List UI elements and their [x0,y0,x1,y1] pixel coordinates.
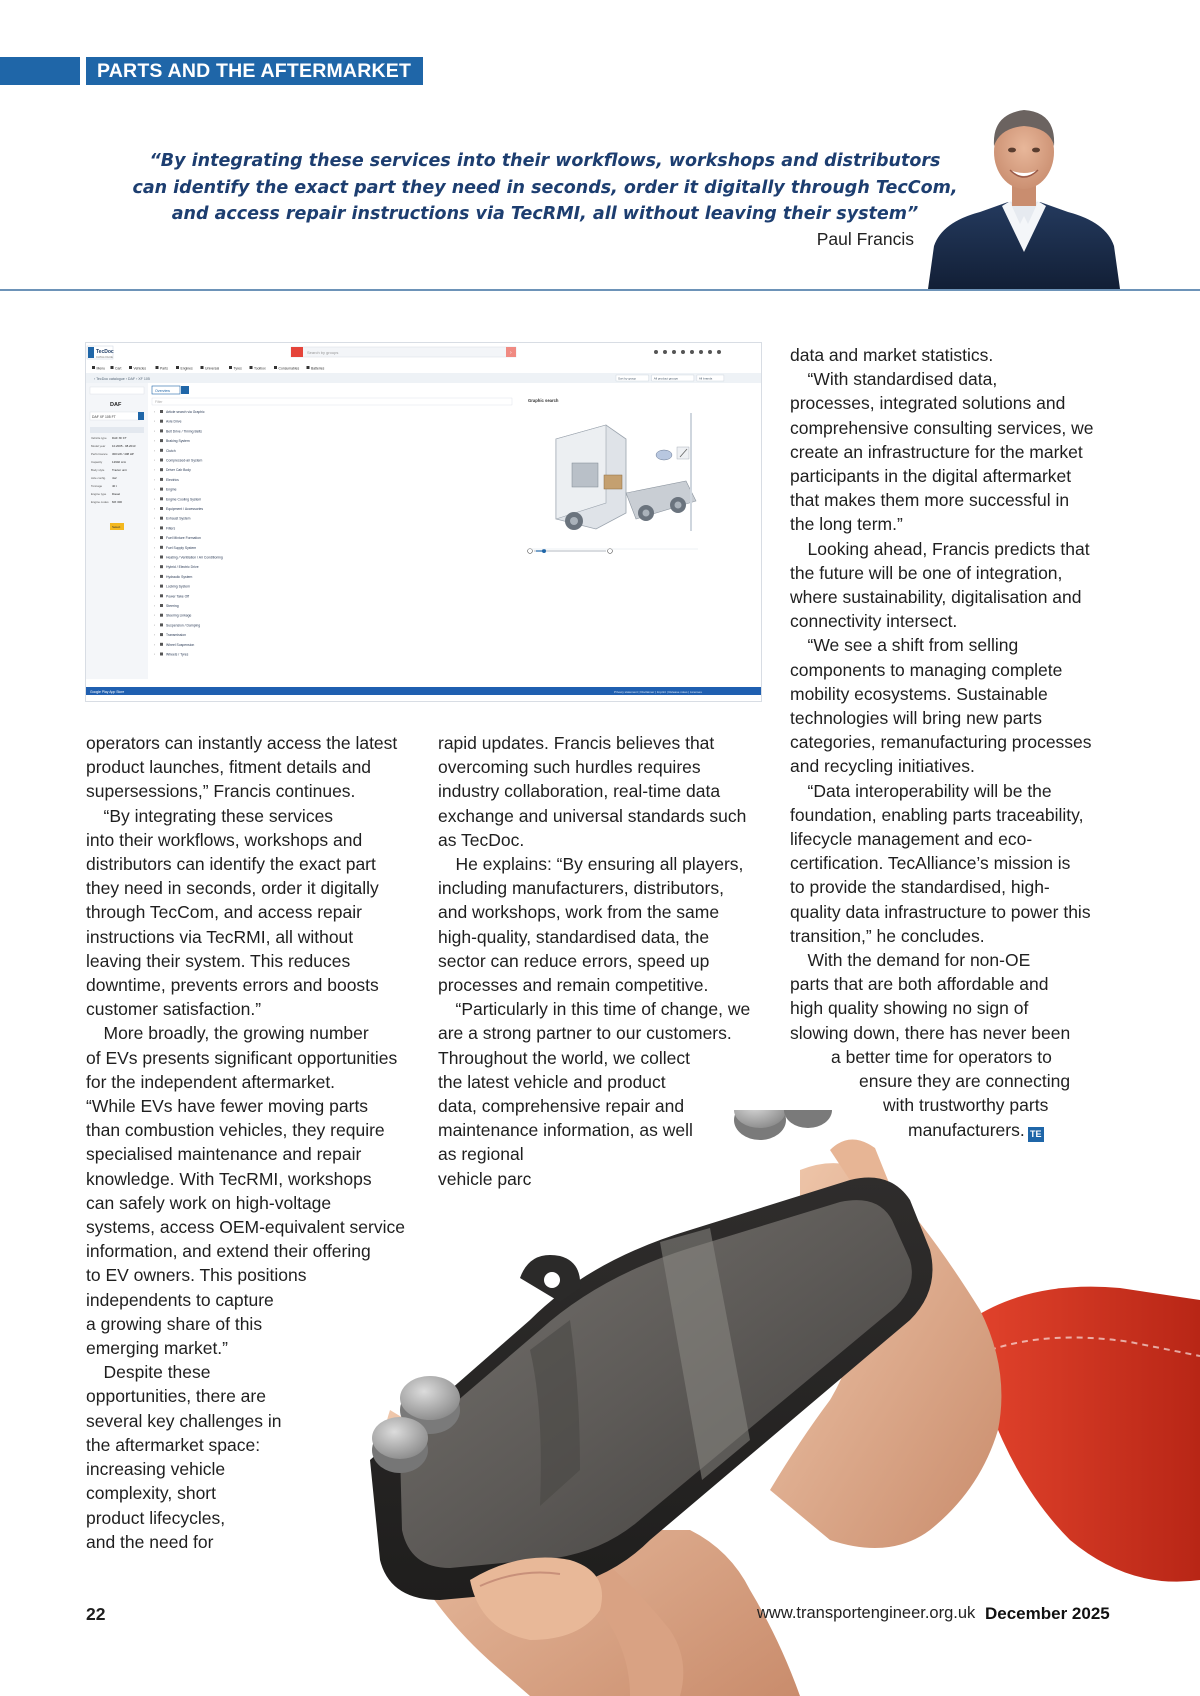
search-placeholder: Search by groups [307,350,339,355]
app-store-badges: Google Play App Store [90,690,125,694]
group-item: Filters [166,526,176,531]
body-text-line: specialised maintenance and repair [86,1144,362,1165]
toolbar-icon [699,350,703,354]
search-icon [291,347,303,357]
body-text-line: components to managing complete [790,659,1063,680]
footer-links: Privacy statement | Disclaimer | Imprint | Release notes | Licenses [614,690,702,694]
spec-label: Capacity [91,460,103,464]
group-icon [160,507,163,510]
group-icon [160,575,163,578]
body-text-line: leaving their system. This reduces [86,950,351,971]
toolbar-icon [654,350,658,354]
spec-label: Performance [91,452,108,456]
toolbar-item: Toolbox [254,366,266,371]
body-text-line: with trustworthy parts [883,1095,1049,1116]
group-icon [160,488,163,491]
group-expand-icon: › [154,507,156,511]
toolbar-item: Menu [96,366,105,371]
group-expand-icon: › [154,429,156,434]
group-icon [160,478,163,481]
body-text-line: instructions via TecRMI, all without [86,926,354,947]
search-go-label: › [510,350,512,356]
body-text-line: “Data interoperability will be the [790,780,1052,801]
footer-date: December 2025 [985,1604,1110,1623]
group-item: Belt Drive / Timing Belts [166,429,202,434]
spec-value: DAF XF FT [112,436,127,440]
body-text-line: several key challenges in [86,1410,282,1431]
group-icon [160,633,163,636]
group-icon [160,643,163,646]
body-text-line: and recycling initiatives. [790,756,975,777]
toolbar-item: Consumables [278,366,300,371]
toolbar-item-icon [201,366,204,369]
page-number: 22 [86,1604,106,1624]
body-text-line: slowing down, there has never been [790,1022,1071,1043]
group-expand-icon: › [154,545,156,550]
group-expand-icon: › [154,584,156,589]
group-icon [160,526,163,529]
group-expand-icon: › [154,497,156,502]
group-icon [160,623,163,626]
toolbar-item: Vehicles [133,366,147,371]
spec-label: Tonnage [91,484,103,488]
body-text-line: Throughout the world, we collect [438,1047,690,1068]
body-text-line: than combustion vehicles, they require [86,1120,385,1141]
body-text-line: a better time for operators to [831,1046,1052,1067]
body-text-line: participants in the digital aftermarket [790,466,1072,487]
select-vehicle-label: Select [112,525,121,529]
toolbar-item: Universal [205,366,220,371]
group-item: Clutch [166,448,176,453]
body-text-line: as regional [438,1144,524,1165]
spec-label: Body style [91,468,105,472]
group-item: Exhaust System [166,516,191,521]
group-expand-icon: › [154,565,156,570]
group-filter-input [152,398,512,405]
body-text-line: foundation, enabling parts traceability, [790,804,1084,825]
body-text-line: processes and remain competitive. [438,975,709,996]
body-text-line: industry collaboration, real-time data [438,781,721,802]
body-text-line: transition,” he concludes. [790,925,985,946]
breadcrumb: ‹ TecDoc catalogue › DAF › XF 105 [94,377,150,381]
group-expand-icon: › [154,536,156,541]
body-text-line: technologies will bring new parts [790,708,1042,729]
group-expand-icon: › [154,458,156,463]
body-text-line: to provide the standardised, high- [790,877,1050,898]
spec-value: 10.2005 - 08.2013 [112,444,136,448]
body-text-line: through TecCom, and access repair [86,902,362,923]
group-expand-icon: › [154,555,156,560]
body-text-line: parts that are both affordable and [790,974,1049,995]
group-item: Fuel Supply System [166,545,197,550]
group-item: Driver Cab Body [166,468,191,473]
spec-label: Vehicle type [91,436,107,440]
body-text-line: maintenance information, as well [438,1120,693,1141]
body-text-line: Looking ahead, Francis predicts that [790,538,1090,559]
group-item: Hybrid / Electric Drive [166,565,199,570]
toolbar-item-icon [92,366,95,369]
group-icon [160,517,163,520]
body-text-line: the long term.” [790,514,903,535]
group-item: Suspension / Damping [166,623,201,628]
body-text-line: product lifecycles, [86,1507,226,1528]
group-icon [160,594,163,597]
spec-value: MX 300 [112,500,122,504]
body-text-line: certification. TecAlliance’s mission is [790,853,1071,874]
body-text-line: high-quality, standardised data, the [438,926,710,947]
group-item: Axle Drive [166,419,182,424]
body-text-line: systems, access OEM-equivalent service [86,1217,405,1238]
tab-overview: Overview [155,389,170,393]
body-text-line: can safely work on high-voltage [86,1192,332,1213]
body-text-line: “With standardised data, [790,369,998,390]
pull-quote-line: and access repair instructions via TecRMI, all without leaving their system” [171,204,919,224]
group-icon [160,429,163,432]
body-text-line: the aftermarket space: [86,1434,261,1455]
body-text-line: and the need for [86,1531,214,1552]
group-expand-icon: › [154,526,156,531]
body-text-line: independents to capture [86,1289,274,1310]
body-text-line: lifecycle management and eco- [790,829,1033,850]
body-text-line: create an infrastructure for the market [790,441,1083,462]
group-icon [160,614,163,617]
group-expand-icon: › [154,652,156,657]
body-text-line: mobility ecosystems. Sustainable [790,683,1048,704]
toolbar-item-icon [250,366,253,369]
group-icon [160,410,163,413]
tecdoc-logo-sub: CATALOGUE [96,355,113,359]
body-text-line: manufacturers. TE [790,1118,1120,1142]
body-text-line: “Particularly in this time of change, we [438,999,751,1020]
body-text-line: distributors can identify the exact part [86,854,376,875]
group-item: Wheel Suspension [166,642,195,647]
group-item: Fuel Mixture Formation [166,536,201,541]
end-mark-logo: TE [1028,1127,1044,1142]
toolbar-item-icon [307,366,310,369]
spec-value: Tractor unit [112,468,127,472]
body-text-line: exchange and universal standards such [438,805,747,826]
tecdoc-logo: TecDoc [96,349,114,355]
body-text-line: knowledge. With TecRMI, workshops [86,1168,372,1189]
group-item: Transmission [166,633,187,638]
body-text-line: vehicle parc [438,1168,532,1189]
section-bar-accent [0,57,80,85]
body-text-line: complexity, short [86,1483,216,1504]
toolbar-item-icon [111,366,114,369]
body-text-line: product launches, fitment details and [86,757,372,778]
toolbar-icon [717,350,721,354]
group-icon [160,497,163,500]
body-text-line: quality data infrastructure to power this [790,901,1091,922]
group-expand-icon: › [154,633,156,638]
group-expand-icon: › [154,574,156,579]
group-expand-icon: › [154,604,156,608]
body-text-line: high quality showing no sign of [790,998,1029,1019]
filter-dropdown-label: Sort by group [618,376,637,381]
spec-value: 4x2 [112,476,117,480]
toolbar-item: Batteries [311,366,325,371]
toolbar-item-icon [274,366,277,369]
body-text-line: With the demand for non-OE [790,950,1031,971]
group-expand-icon: › [154,613,156,618]
toolbar-item-icon [176,366,179,369]
filter-dropdown-label: All brands [698,376,713,381]
group-item: Engine [166,487,177,492]
group-item: Compressed-air System [166,458,203,463]
group-item: Engine Cooling System [166,497,202,502]
body-text-line: comprehensive consulting services, we [790,417,1094,438]
toolbar-item-icon [156,366,159,369]
pull-quote [130,148,960,228]
group-expand-icon: › [154,487,156,492]
body-text-line: that makes them more successful in [790,490,1070,511]
group-expand-icon: › [154,516,156,521]
group-expand-icon: › [154,642,156,647]
body-text-line: including manufacturers, distributors, [438,878,724,899]
spec-value: 40 t [112,484,117,488]
portrait-photo [928,96,1120,289]
group-icon [160,565,163,568]
body-text-line: More broadly, the growing number [86,1023,369,1044]
group-icon [160,439,163,442]
toolbar-item: Engines [180,366,193,371]
group-item: Locking System [166,584,190,589]
toolbar-item: Parts [160,366,168,371]
body-text-line: into their workflows, workshops and [86,829,363,850]
group-item: Electrics [166,477,179,482]
filter-dropdown-label: All product groups [653,376,678,381]
body-text-line: customer satisfaction.” [86,999,262,1020]
body-text-line: ensure they are connecting [859,1071,1071,1092]
toolbar-icon [663,350,667,354]
truck-illustration [556,425,696,530]
body-text-line: “By integrating these services [86,805,334,826]
group-icon [160,604,163,607]
footer-url: www.transportengineer.org.uk [757,1604,976,1622]
group-expand-icon: › [154,439,156,444]
body-text-line: He explains: “By ensuring all players, [438,854,744,875]
group-item: Equipment / Accessories [166,507,204,511]
spec-label: Axle config. [91,476,106,480]
body-text-line: to EV owners. This positions [86,1265,307,1286]
toolbar-icon [672,350,676,354]
spec-label: Engine codes [91,500,109,504]
toolbar-icon [690,350,694,354]
group-filter-placeholder: Filter [155,400,163,404]
group-item: Braking System [166,439,190,444]
body-text-line: and workshops, work from the same [438,902,720,923]
group-expand-icon: › [154,468,156,473]
body-text-line: opportunities, there are [86,1386,266,1407]
group-icon [160,653,163,656]
toolbar-item: Tyres [233,366,242,371]
group-item: Article search via Graphic [166,410,205,414]
body-text-line: a growing share of this [86,1313,263,1334]
spec-label: Model year [91,444,106,448]
section-header: PARTS AND THE AFTERMARKET [86,57,423,85]
toolbar-icon [681,350,685,354]
zoom-slider [528,549,613,554]
tecdoc-screenshot [85,342,762,702]
body-text-line: are a strong partner to our customers. [438,1023,732,1044]
group-icon [160,449,163,452]
spec-label: Engine type [91,492,107,496]
group-icon [160,546,163,549]
group-item: Wheels / Tyres [166,652,189,657]
group-icon [160,536,163,539]
group-expand-icon: › [154,623,156,628]
group-icon [160,459,163,462]
brand-logo: DAF [110,402,122,408]
body-text-line: overcoming such hurdles requires [438,757,701,778]
pull-quote-author: Paul Francis [816,229,914,249]
toolbar-item-icon [229,366,232,369]
group-item: Power Take Off [166,594,190,599]
group-expand-icon: › [154,419,156,424]
body-text-line: where sustainability, digitalisation and [790,587,1082,608]
spec-value: 12902 ccm [112,460,127,464]
group-item: Steering [166,604,179,608]
group-icon [160,420,163,423]
body-text-line: increasing vehicle [86,1459,226,1480]
body-text-line: the latest vehicle and product [438,1071,666,1092]
body-text-line: rapid updates. Francis believes that [438,733,715,753]
group-icon [160,556,163,559]
group-item: Heating / Ventilation / Air Conditioning [166,555,223,560]
body-text-line: operators can instantly access the latest [86,733,398,753]
group-icon [160,468,163,471]
body-text-line: data, comprehensive repair and [438,1096,685,1117]
body-text-line: connectivity intersect. [790,611,958,632]
group-item: Steering Linkage [166,613,192,618]
group-expand-icon: › [154,448,156,453]
body-text-line: supersessions,” Francis continues. [86,781,356,802]
body-text-line: “While EVs have fewer moving parts [86,1096,369,1117]
toolbar-icon [708,350,712,354]
vehicle-select: DAF XF 105 FT [92,415,116,419]
toolbar-item: Cart [115,366,122,371]
quote-divider [0,289,1200,291]
group-item: Hydraulic System [166,574,193,579]
spec-value: 300 kW / 408 HP [112,452,134,456]
graphic-search-title: Graphic search [528,398,559,403]
guide-pin-right-pair [734,1110,832,1140]
group-expand-icon: › [154,410,156,414]
column-3 [790,343,1120,1142]
body-text-line: data and market statistics. [790,345,994,365]
body-text-line: emerging market.” [86,1338,228,1359]
body-text-line: Despite these [86,1362,211,1383]
pull-quote-line: can identify the exact part they need in seconds, order it digitally through TecCom, [132,177,958,198]
group-icon [160,585,163,588]
body-text-line: they need in seconds, order it digitally [86,878,379,899]
body-text-line: of EVs presents significant opportunities [86,1047,398,1068]
body-text-line: the future will be one of integration, [790,562,1063,583]
group-expand-icon: › [154,594,156,599]
body-text-line: for the independent aftermarket. [86,1071,336,1092]
group-expand-icon: › [154,477,156,482]
body-text-line: sector can reduce errors, speed up [438,950,710,971]
body-text-line: “We see a shift from selling [790,635,1019,656]
spec-value: Diesel [112,492,121,496]
body-text-line: as TecDoc. [438,829,525,850]
body-text-line: information, and extend their offering [86,1241,371,1262]
body-text-line: downtime, prevents errors and boosts [86,975,379,996]
toolbar-item-icon [129,366,132,369]
pull-quote-line: “By integrating these services into their workflows, workshops and distributors [149,151,941,171]
body-text-line: processes, integrated solutions and [790,393,1066,414]
body-text-line: categories, remanufacturing processes [790,732,1092,753]
